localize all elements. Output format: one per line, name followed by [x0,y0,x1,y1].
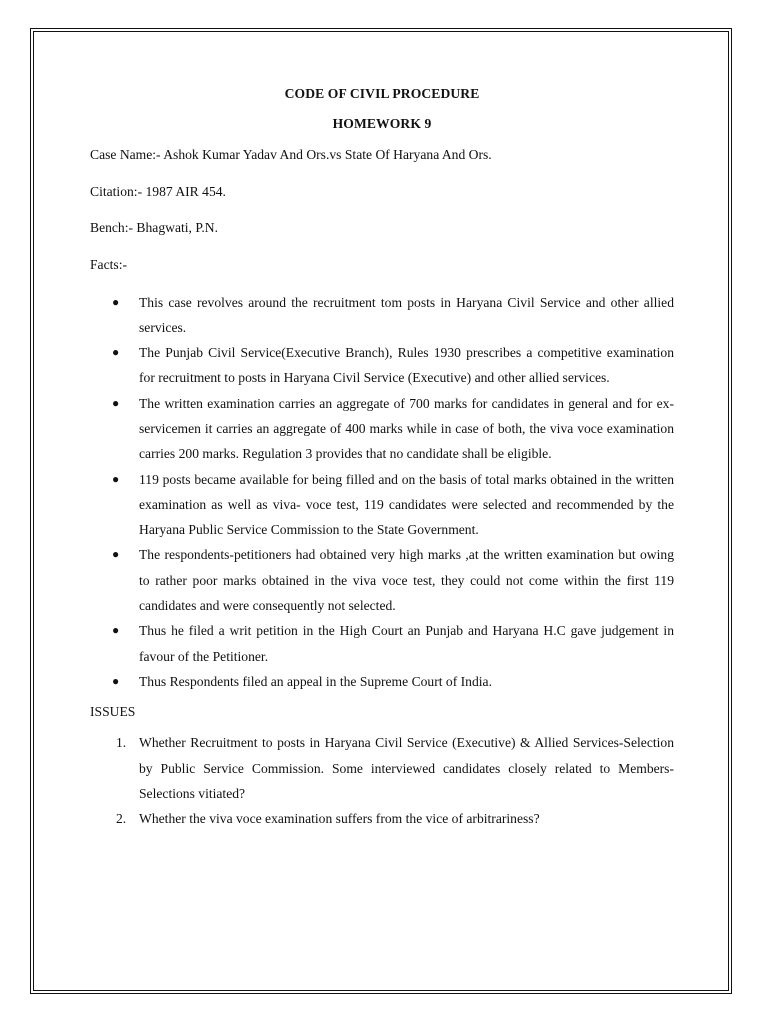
bullet-icon: ● [112,395,120,410]
facts-label: Facts:- [90,256,127,272]
fact-text: The Punjab Civil Service(Executive Branch), Rules 1930 prescribes a competitive examination for recruitment to posts in Haryana Civil Service (Executive) and other allied services. [139,345,674,386]
bullet-icon: ● [112,471,120,486]
fact-text: This case revolves around the recruitment tom posts in Haryana Civil Service and other allied services. [139,294,674,335]
document-title: CODE OF CIVIL PROCEDURE [284,86,480,101]
issue-text: Whether Recruitment to posts in Haryana Civil Service (Executive) & Allied Services-Selection by Public Service Commission. Some interviewed candidates closely related to Members-Selections vitiated? [139,735,674,801]
bullet-icon: ● [112,294,120,309]
list-item [90,542,674,618]
facts-list [90,290,674,695]
issue-number: 2. [116,811,127,827]
list-item [90,730,674,806]
citation: Citation:- 1987 AIR 454. [90,183,226,199]
bench: Bench:- Bhagwati, P.N. [90,220,218,235]
issue-number: 1. [116,735,127,751]
bullet-icon: ● [112,345,120,360]
issue-text: Whether the viva voce examination suffers from the vice of arbitrariness? [139,811,540,827]
bullet-icon: ● [112,673,120,688]
document-body [90,86,674,831]
case-name: Case Name:- Ashok Kumar Yadav And Ors.vs State Of Haryana And Ors. [90,147,492,162]
list-item [90,467,674,543]
fact-text: Thus he filed a writ petition in the High Court an Punjab and Haryana H.C gave judgement in favour of the Petitioner. [139,623,674,664]
list-item [90,618,674,669]
fact-text: Thus Respondents filed an appeal in the Supreme Court of India. [139,673,492,689]
list-item [90,806,674,831]
list-item [90,669,674,694]
fact-text: The written examination carries an aggregate of 700 marks for candidates in general and for ex-servicemen it carries an aggregate of 400 marks while in case of both, the viva voce examination carries 200 marks. Regulation 3 provides that no candidate shall be eligible. [139,395,674,462]
issues-list [90,730,674,831]
list-item [90,290,674,341]
bullet-icon: ● [112,623,120,638]
list-item [90,391,674,467]
fact-text: 119 posts became available for being filled and on the basis of total marks obtained in the written examination as well as viva- voce test, 119 candidates were selected and recommended by the Haryana Public Service Commission to the State Government. [139,471,674,538]
document-subtitle: HOMEWORK 9 [332,116,432,131]
fact-text: The respondents-petitioners had obtained very high marks ,at the written examination but owing to rather poor marks obtained in the viva voce test, they could not come within the first 119 candidates and were consequently not selected. [139,547,674,614]
list-item [90,340,674,391]
bullet-icon: ● [112,547,120,562]
issues-label: ISSUES [90,704,136,720]
